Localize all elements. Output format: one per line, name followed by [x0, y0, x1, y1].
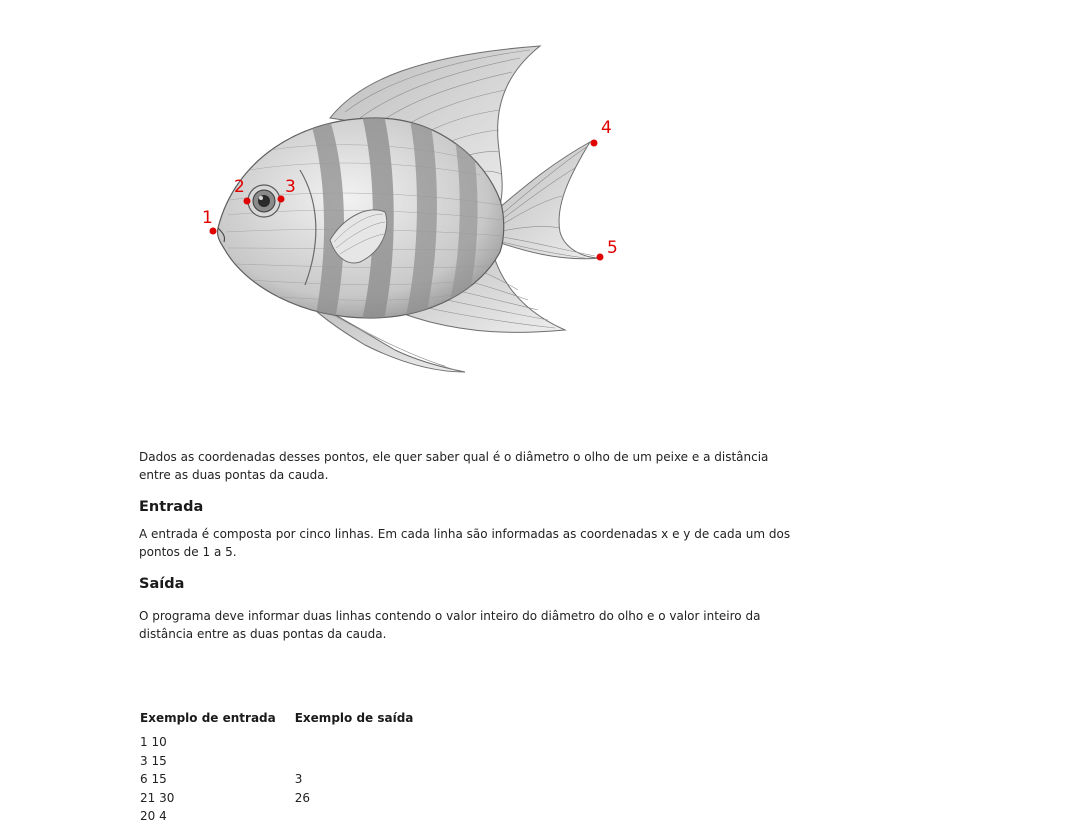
example-input-header: Exemplo de entrada: [140, 711, 276, 725]
tail-fin: [490, 142, 600, 259]
svg-text:3: 3: [285, 177, 296, 197]
example-input-cell: [139, 733, 294, 826]
example-input-line: 1 10: [140, 735, 167, 749]
input-description: A entrada é composta por cinco linhas. Em cada linha são informadas as coordenadas x e y de cada um dos pontos de 1 a 5.: [139, 527, 791, 559]
example-output-line: 3: [294, 772, 303, 786]
svg-text:5: 5: [607, 238, 618, 258]
marker-point-1: [202, 208, 217, 235]
example-input-line: 3 15: [140, 753, 167, 768]
svg-text:4: 4: [601, 118, 612, 138]
example-input-line: 20 4: [140, 809, 167, 823]
marker-point-5: [597, 238, 618, 261]
svg-text:1: 1: [202, 208, 213, 228]
marker-point-4: [591, 118, 612, 147]
example-table: [139, 711, 431, 826]
example-output-line: 26: [294, 790, 311, 805]
fish-illustration: [190, 30, 640, 390]
description-text: Dados as coordenadas desses pontos, ele quer saber qual é o diâmetro o olho de um peixe e a distância entre as duas pontas da cauda.: [139, 450, 769, 482]
example-output-cell: [294, 733, 432, 826]
output-description: O programa deve informar duas linhas contendo o valor inteiro do diâmetro do olho e o valor inteiro da distância entre as duas pontas da cauda.: [139, 609, 761, 641]
output-heading: Saída: [139, 576, 185, 592]
svg-text:2: 2: [234, 177, 245, 197]
example-input-line: 6 15: [140, 772, 167, 786]
example-input-line: 21 30: [140, 790, 175, 805]
example-output-header: Exemplo de saída: [294, 711, 414, 725]
input-heading: Entrada: [139, 499, 204, 515]
